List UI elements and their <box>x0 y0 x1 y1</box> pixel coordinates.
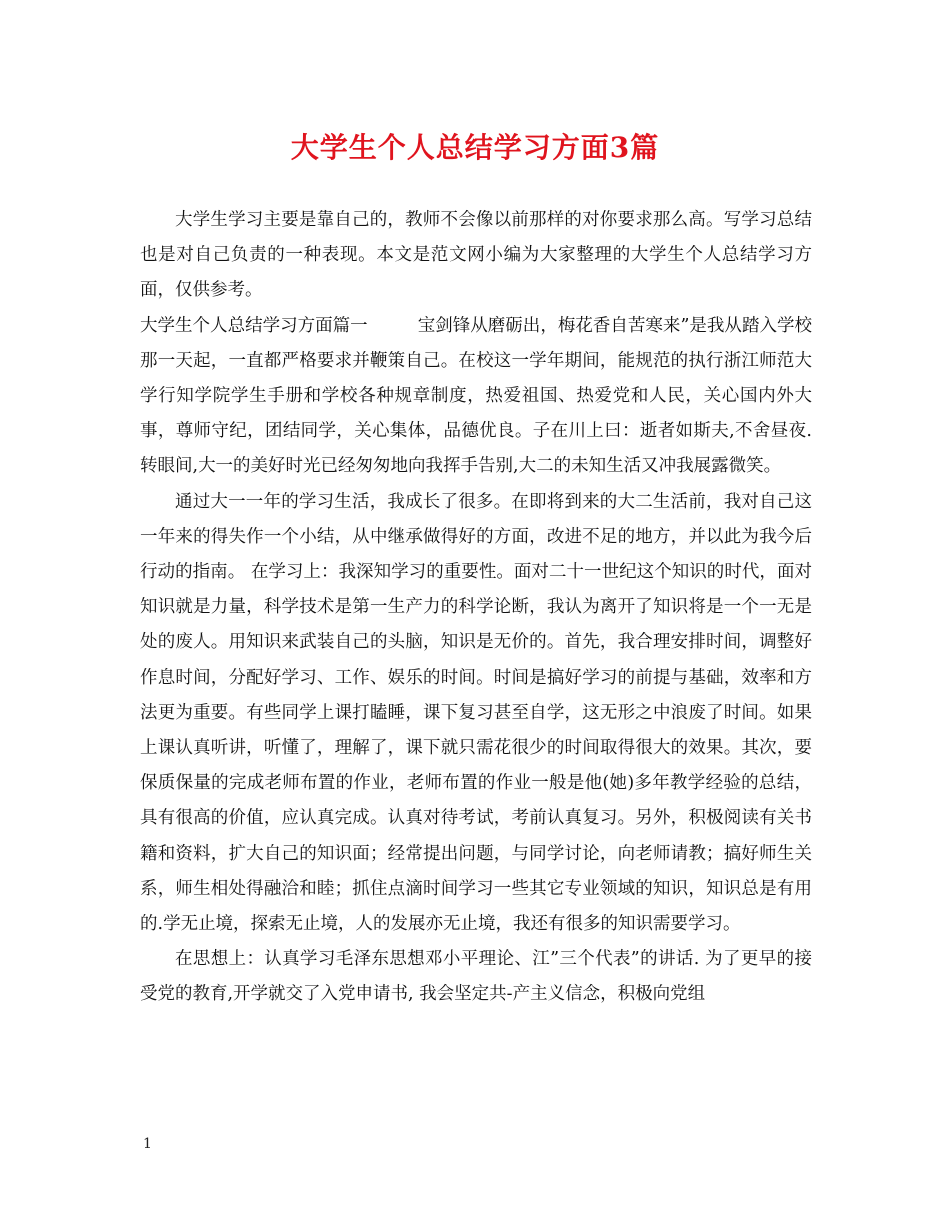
study-paragraph: 通过大一一年的学习生活，我成长了很多。在即将到来的大二生活前，我对自己这一年来的得失作一个小结，从中继承做得好的方面，改进不足的地方，并以此为我今后行动的指南。 在学习上：我深知学习的重要性。面对二十一世纪这个知识的时代，面对知识就是力量，科学技术是第一生产力的科学论断，我认为离开了知识将是一个一无是处的废人。用知识来武装自己的头脑，知识是无价的。首先，我合理安排时间，调整好作息时间，分配好学习、工作、娱乐的时间。时间是搞好学习的前提与基础，效率和方法更为重要。有些同学上课打瞌睡，课下复习甚至自学，这无形之中浪废了时间。如果上课认真听讲，听懂了，理解了，课下就只需花很少的时间取得很大的效果。其次，要保质保量的完成老师布置的作业，老师布置的作业一般是他(她)多年教学经验的总结，具有很高的价值，应认真完成。认真对待考试，考前认真复习。另外，积极阅读有关书籍和资料，扩大自己的知识面；经常提出问题，与同学讨论，向老师请教；搞好师生关系，师生相处得融洽和睦；抓住点滴时间学习一些其它专业领域的知识，知识总是有用的.学无止境，探索无止境，人的发展亦无止境，我还有很多的知识需要学习。 <box>140 491 812 935</box>
document-body <box>140 203 812 1013</box>
section1-heading: 大学生个人总结学习方面篇一 <box>140 315 368 336</box>
document-title: 大学生个人总结学习方面3篇 <box>290 131 660 164</box>
section1-text: 宝剑锋从磨砺出，梅花香自苦寒来”是我从踏入学校那一天起，一直都严格要求并鞭策自己。在校这一学年期间，能规范的执行浙江师范大学行知学院学生手册和学校各种规章制度，热爱祖国、热爱党和人民，关心国内外大事，尊师守纪，团结同学，关心集体，品德优良。子在川上曰：逝者如斯夫,不舍昼夜.转眼间,大一的美好时光已经匆匆地向我挥手告别,大二的未知生活又冲我展露微笑。 <box>140 315 812 477</box>
section1-paragraph <box>140 309 812 485</box>
page-number: 1 <box>143 1136 152 1152</box>
intro-paragraph: 大学生学习主要是靠自己的，教师不会像以前那样的对你要求那么高。写学习总结也是对自己负责的一种表现。本文是范文网小编为大家整理的大学生个人总结学习方面，仅供参考。 <box>140 210 812 301</box>
thought-paragraph: 在思想上：认真学习毛泽东思想邓小平理论、江”三个代表”的讲话. 为了更早的接受党的教育,开学就交了入党申请书, 我会坚定共-产主义信念，积极向党组 <box>140 949 812 1005</box>
